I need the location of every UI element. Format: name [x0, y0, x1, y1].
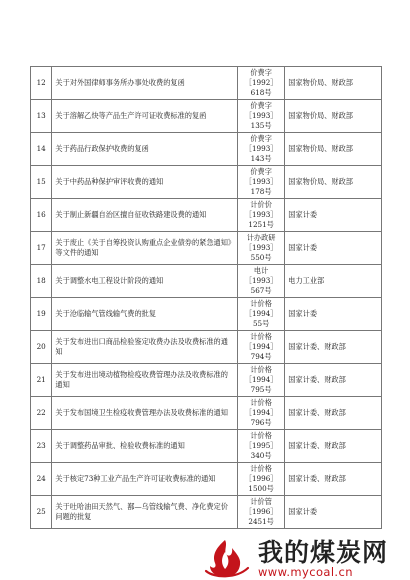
document-number: [238, 199, 285, 232]
row-number: 13: [31, 100, 52, 133]
watermark-url: www.mycoal.cn: [258, 565, 353, 579]
row-number: 19: [31, 298, 52, 331]
row-number: 22: [31, 397, 52, 430]
document-number-prefix: 计价格: [250, 365, 272, 374]
issuing-authority: 国家计委、财政部: [285, 430, 382, 463]
document-title: 关于中药品种保护审评收费的通知: [52, 166, 238, 199]
document-title: 关于沧临输气管线输气费的批复: [52, 298, 238, 331]
document-number-serial: ［1993］143号: [244, 144, 278, 163]
issuing-authority: 国家计委、财政部: [285, 397, 382, 430]
document-number-prefix: 价费字: [250, 167, 272, 176]
table-row: [31, 265, 382, 298]
table-row: [31, 100, 382, 133]
document-number-serial: ［1996］1500号: [244, 474, 278, 493]
table-row: [31, 430, 382, 463]
document-number-serial: ［1994］796号: [244, 408, 278, 427]
flame-logo-icon: [198, 538, 254, 580]
document-title: 关于调整药品审批、检验收费标准的通知: [52, 430, 238, 463]
table-row: [31, 166, 382, 199]
row-number: 21: [31, 364, 52, 397]
document-number-prefix: 价费字: [250, 68, 272, 77]
document-number: [238, 232, 285, 265]
document-number-prefix: 计价格: [250, 398, 272, 407]
document-number-prefix: 价费字: [250, 134, 272, 143]
document-number-prefix: 计价价: [250, 200, 272, 209]
document-title: 关于发布进出口商品检验鉴定收费办法及收费标准的通知: [52, 331, 238, 364]
document-number-serial: ［1993］135号: [244, 111, 278, 130]
document-number-serial: ［1994］55号: [244, 309, 278, 328]
issuing-authority: 国家计委、财政部: [285, 364, 382, 397]
document-title: 关于发布国境卫生检疫收费管理办法及收费标准的通知: [52, 397, 238, 430]
issuing-authority: 国家物价局、财政部: [285, 166, 382, 199]
issuing-authority: 国家计委: [285, 232, 382, 265]
document-number: [238, 100, 285, 133]
document-number-serial: ［1996］2451号: [244, 507, 278, 526]
row-number: 12: [31, 67, 52, 100]
document-number-serial: ［1994］794号: [244, 342, 278, 361]
document-number-serial: ［1992］618号: [244, 78, 278, 97]
document-title: 关于溶解乙炔等产品生产许可证收费标准的复函: [52, 100, 238, 133]
document-number: [238, 298, 285, 331]
document-number-prefix: 价费字: [250, 101, 272, 110]
row-number: 20: [31, 331, 52, 364]
document-number: [238, 331, 285, 364]
table-body: [31, 67, 382, 529]
document-number: [238, 496, 285, 529]
document-number-serial: ［1994］795号: [244, 375, 278, 394]
table-row: [31, 331, 382, 364]
issuing-authority: 国家计委、财政部: [285, 463, 382, 496]
table-row: [31, 67, 382, 100]
issuing-authority: 电力工业部: [285, 265, 382, 298]
document-number-serial: ［1993］1251号: [244, 210, 278, 229]
issuing-authority: 国家计委: [285, 298, 382, 331]
table-row: [31, 232, 382, 265]
document-number: [238, 133, 285, 166]
table-row: [31, 199, 382, 232]
document-number-serial: ［1993］178号: [244, 177, 278, 196]
row-number: 18: [31, 265, 52, 298]
row-number: 15: [31, 166, 52, 199]
document-title: 关于制止新疆自治区擅自征收铁路建设费的通知: [52, 199, 238, 232]
document-number-prefix: 电计: [253, 266, 269, 275]
row-number: 16: [31, 199, 52, 232]
issuing-authority: 国家计委: [285, 496, 382, 529]
table-row: [31, 463, 382, 496]
document-number-prefix: 计价格: [250, 431, 272, 440]
site-watermark: [198, 538, 408, 580]
row-number: 14: [31, 133, 52, 166]
document-number-prefix: 计价格: [250, 464, 272, 473]
document-number-prefix: 计价格: [250, 299, 272, 308]
row-number: 23: [31, 430, 52, 463]
document-number: [238, 67, 285, 100]
document-number: [238, 265, 285, 298]
document-title: 关于对外国律师事务所办事处收费的复函: [52, 67, 238, 100]
document-title: 关于吐哈油田天然气、鄯—乌管线输气费、净化费定价问题的批复: [52, 496, 238, 529]
document-number: [238, 463, 285, 496]
row-number: 17: [31, 232, 52, 265]
watermark-title: 我的煤炭网: [258, 538, 389, 567]
document-number: [238, 166, 285, 199]
issuing-authority: 国家计委: [285, 199, 382, 232]
document-number-serial: ［1993］550号: [244, 243, 278, 262]
issuing-authority: 国家物价局、财政部: [285, 67, 382, 100]
document-number: [238, 397, 285, 430]
document-title: 关于药品行政保护收费的复函: [52, 133, 238, 166]
row-number: 25: [31, 496, 52, 529]
document-title: 关于发布进出境动植物检疫收费管理办法及收费标准的通知: [52, 364, 238, 397]
issuing-authority: 国家物价局、财政部: [285, 100, 382, 133]
document-number: [238, 430, 285, 463]
table-row: [31, 496, 382, 529]
document-number-prefix: 计价格: [250, 332, 272, 341]
document-title: 关于核定73种工业产品生产许可证收费标准的通知: [52, 463, 238, 496]
document-number-serial: ［1993］567号: [244, 276, 278, 295]
document-number: [238, 364, 285, 397]
document-number-prefix: 计办政研: [246, 233, 276, 242]
issuing-authority: 国家物价局、财政部: [285, 133, 382, 166]
table-row: [31, 298, 382, 331]
issuing-authority: 国家计委、财政部: [285, 331, 382, 364]
table-row: [31, 397, 382, 430]
row-number: 24: [31, 463, 52, 496]
document-title: 关于废止《关于自筹投资认购重点企业债券的紧急通知》等文件的通知: [52, 232, 238, 265]
table-row: [31, 364, 382, 397]
document-number-serial: ［1995］340号: [244, 441, 278, 460]
document-number-prefix: 计价管: [250, 497, 272, 506]
document-title: 关于调整水电工程设计阶段的通知: [52, 265, 238, 298]
policy-document-table: [30, 66, 382, 529]
table-row: [31, 133, 382, 166]
